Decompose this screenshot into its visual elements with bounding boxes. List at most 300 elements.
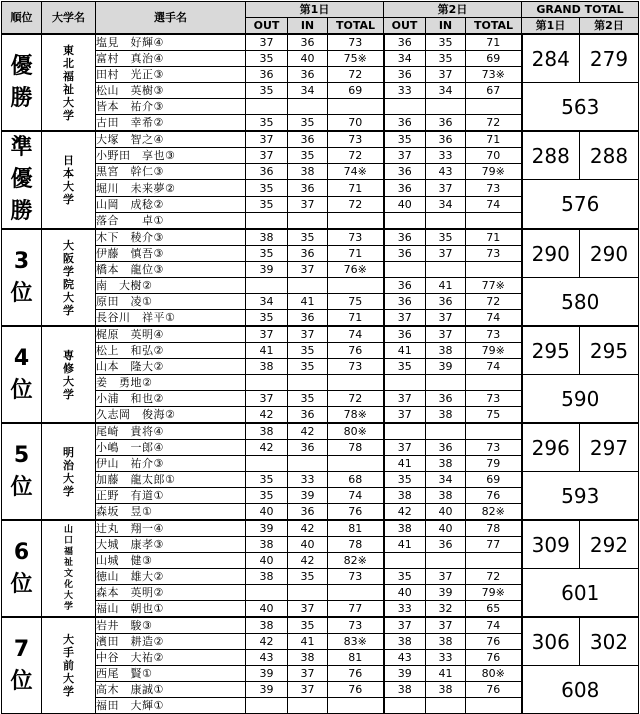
day2-out: 43 bbox=[384, 650, 426, 666]
day1-in: 37 bbox=[288, 197, 328, 213]
grand-total: 563 bbox=[522, 83, 639, 132]
player-name: 大塚 智之④ bbox=[96, 131, 246, 148]
day1-in: 37 bbox=[288, 601, 328, 618]
player-row bbox=[2, 375, 639, 391]
day2-in bbox=[426, 423, 466, 440]
day1-in: 38 bbox=[288, 650, 328, 666]
day1-out: 40 bbox=[246, 601, 288, 618]
grand-total: 593 bbox=[522, 472, 639, 521]
day1-out: 37 bbox=[246, 391, 288, 407]
day1-total: 73 bbox=[328, 617, 384, 634]
rank-char: 3 bbox=[13, 248, 30, 274]
university-char: 学 bbox=[63, 601, 73, 612]
header-day2-total: TOTAL bbox=[466, 18, 522, 35]
day2-out: 37 bbox=[384, 617, 426, 634]
grand-total-day2: 302 bbox=[580, 617, 639, 666]
day2-out bbox=[384, 213, 426, 230]
player-name: 加藤 龍太郎① bbox=[96, 472, 246, 488]
university-cell bbox=[42, 617, 96, 714]
day1-in: 42 bbox=[288, 553, 328, 569]
day2-out bbox=[384, 99, 426, 115]
day2-total: 73※ bbox=[466, 67, 522, 83]
day2-in: 35 bbox=[426, 34, 466, 51]
day1-out bbox=[246, 456, 288, 472]
university-char: 大 bbox=[63, 374, 74, 388]
university-cell bbox=[42, 423, 96, 520]
player-name: 西尾 賢① bbox=[96, 666, 246, 682]
day2-in: 41 bbox=[426, 278, 466, 294]
university-char: 本 bbox=[63, 167, 74, 180]
day1-out bbox=[246, 375, 288, 391]
day1-in: 42 bbox=[288, 520, 328, 537]
university-char: 治 bbox=[63, 458, 74, 472]
day2-out: 35 bbox=[384, 569, 426, 585]
rank-cell bbox=[2, 520, 42, 617]
day1-out: 37 bbox=[246, 131, 288, 148]
grand-total-day2: 292 bbox=[580, 520, 639, 569]
player-name: 濱田 耕造② bbox=[96, 634, 246, 650]
day1-total: 77 bbox=[328, 601, 384, 618]
day2-out: 37 bbox=[384, 391, 426, 407]
day2-out: 41 bbox=[384, 537, 426, 553]
day2-out: 38 bbox=[384, 682, 426, 698]
day1-out: 40 bbox=[246, 553, 288, 569]
university-char: 大 bbox=[63, 238, 74, 252]
day1-out: 38 bbox=[246, 423, 288, 440]
rank-cell bbox=[2, 617, 42, 714]
grand-total-day1: 295 bbox=[522, 326, 580, 375]
day2-total: 76 bbox=[466, 682, 522, 698]
header-gt-day1: 第1日 bbox=[522, 18, 580, 35]
player-name: 富村 真治④ bbox=[96, 51, 246, 67]
table-body bbox=[2, 34, 639, 714]
player-name: 田村 光正③ bbox=[96, 67, 246, 83]
day1-in: 35 bbox=[288, 569, 328, 585]
day2-in: 36 bbox=[426, 440, 466, 456]
day1-out: 38 bbox=[246, 617, 288, 634]
university-char: 福 bbox=[63, 546, 73, 557]
day1-total bbox=[328, 278, 384, 294]
university-char: 大 bbox=[63, 180, 74, 193]
day1-in: 36 bbox=[288, 34, 328, 51]
day2-out: 36 bbox=[384, 246, 426, 262]
day1-total: 74 bbox=[328, 326, 384, 343]
grand-total: 608 bbox=[522, 666, 639, 714]
day2-out bbox=[384, 375, 426, 391]
university-cell bbox=[42, 34, 96, 131]
day2-total bbox=[466, 375, 522, 391]
day1-in: 37 bbox=[288, 326, 328, 343]
player-name: 原田 凌① bbox=[96, 294, 246, 310]
day1-in: 41 bbox=[288, 294, 328, 310]
player-row bbox=[2, 666, 639, 682]
day1-in: 35 bbox=[288, 343, 328, 359]
header-day1-out: OUT bbox=[246, 18, 288, 35]
university-char: 学 bbox=[63, 193, 74, 206]
day1-out: 41 bbox=[246, 343, 288, 359]
day2-in: 36 bbox=[426, 294, 466, 310]
day1-total: 76 bbox=[328, 343, 384, 359]
day1-total: 76 bbox=[328, 682, 384, 698]
rank-char: 6 bbox=[13, 539, 30, 565]
day1-total bbox=[328, 99, 384, 115]
day2-out: 36 bbox=[384, 180, 426, 197]
day1-in: 42 bbox=[288, 423, 328, 440]
grand-total-day2: 290 bbox=[580, 229, 639, 278]
day1-in: 37 bbox=[288, 262, 328, 278]
day2-out: 33 bbox=[384, 601, 426, 618]
day2-out: 35 bbox=[384, 472, 426, 488]
day1-total: 83※ bbox=[328, 634, 384, 650]
day1-total bbox=[328, 213, 384, 230]
day1-total: 82※ bbox=[328, 553, 384, 569]
university-char: 学 bbox=[63, 484, 74, 498]
day1-total: 75 bbox=[328, 294, 384, 310]
day2-out bbox=[384, 262, 426, 278]
day2-total: 70 bbox=[466, 148, 522, 164]
day2-total: 69 bbox=[466, 51, 522, 67]
rank-char: 4 bbox=[13, 345, 30, 371]
player-name: 姜 勇地② bbox=[96, 375, 246, 391]
day1-out: 37 bbox=[246, 148, 288, 164]
day2-total: 72 bbox=[466, 115, 522, 132]
day2-in bbox=[426, 213, 466, 230]
day2-out bbox=[384, 553, 426, 569]
day2-in: 40 bbox=[426, 504, 466, 521]
player-name: 伊藤 慎吾③ bbox=[96, 246, 246, 262]
day2-total: 74 bbox=[466, 359, 522, 375]
day2-out: 38 bbox=[384, 488, 426, 504]
day2-out: 41 bbox=[384, 456, 426, 472]
player-name: 山城 健③ bbox=[96, 553, 246, 569]
day1-in: 39 bbox=[288, 488, 328, 504]
day2-out: 36 bbox=[384, 294, 426, 310]
day2-total: 79 bbox=[466, 456, 522, 472]
day2-total: 73 bbox=[466, 440, 522, 456]
university-char: 化 bbox=[63, 579, 73, 590]
header-player: 選手名 bbox=[96, 2, 246, 35]
day1-total: 73 bbox=[328, 229, 384, 246]
day2-out: 36 bbox=[384, 164, 426, 180]
day1-in: 35 bbox=[288, 229, 328, 246]
university-char: 学 bbox=[63, 303, 74, 317]
header-grand-total: GRAND TOTAL bbox=[522, 2, 639, 18]
grand-total: 580 bbox=[522, 278, 639, 327]
grand-total-day1: 284 bbox=[522, 34, 580, 83]
day1-in: 35 bbox=[288, 359, 328, 375]
university-char: 大 bbox=[63, 471, 74, 485]
grand-total-day1: 306 bbox=[522, 617, 580, 666]
day1-in bbox=[288, 456, 328, 472]
day1-out: 38 bbox=[246, 569, 288, 585]
rank-char: 位 bbox=[10, 377, 33, 403]
university-char: 修 bbox=[63, 361, 74, 375]
university-char: 東 bbox=[63, 43, 74, 57]
day1-total: 72 bbox=[328, 67, 384, 83]
university-char: 前 bbox=[63, 659, 74, 672]
university-char: 大 bbox=[63, 633, 74, 646]
player-row bbox=[2, 278, 639, 294]
player-name: 福山 朝也① bbox=[96, 601, 246, 618]
day1-total: 72 bbox=[328, 391, 384, 407]
player-name: 黒宮 幹仁③ bbox=[96, 164, 246, 180]
day2-in: 38 bbox=[426, 682, 466, 698]
day1-in: 38 bbox=[288, 164, 328, 180]
day1-total: 78 bbox=[328, 537, 384, 553]
day2-in: 33 bbox=[426, 650, 466, 666]
rank-char: 位 bbox=[10, 668, 33, 694]
university-char: 大 bbox=[63, 95, 74, 109]
day2-total: 67 bbox=[466, 83, 522, 99]
day2-in bbox=[426, 262, 466, 278]
day1-total: 71 bbox=[328, 310, 384, 327]
player-name: 小嶋 一郎④ bbox=[96, 440, 246, 456]
university-cell bbox=[42, 131, 96, 229]
day2-in: 36 bbox=[426, 391, 466, 407]
day1-total bbox=[328, 456, 384, 472]
university-char: 専 bbox=[63, 348, 74, 362]
day2-in: 36 bbox=[426, 131, 466, 148]
day1-out: 42 bbox=[246, 440, 288, 456]
day1-out: 35 bbox=[246, 83, 288, 99]
day2-total: 73 bbox=[466, 246, 522, 262]
day2-total: 76 bbox=[466, 488, 522, 504]
day2-in bbox=[426, 698, 466, 714]
grand-total-day2: 297 bbox=[580, 423, 639, 472]
day2-in: 37 bbox=[426, 246, 466, 262]
day2-total bbox=[466, 553, 522, 569]
day1-in: 36 bbox=[288, 310, 328, 327]
rank-cell bbox=[2, 131, 42, 229]
player-row bbox=[2, 83, 639, 99]
day2-total: 79※ bbox=[466, 343, 522, 359]
rank-cell bbox=[2, 423, 42, 520]
day1-total bbox=[328, 585, 384, 601]
university-char: 阪 bbox=[63, 251, 74, 265]
day1-in: 35 bbox=[288, 391, 328, 407]
player-name: 松山 英樹③ bbox=[96, 83, 246, 99]
day1-out: 35 bbox=[246, 310, 288, 327]
day1-total: 81 bbox=[328, 520, 384, 537]
day1-total: 76 bbox=[328, 504, 384, 521]
university-char: 文 bbox=[63, 568, 73, 579]
day1-in: 36 bbox=[288, 504, 328, 521]
day1-in: 40 bbox=[288, 51, 328, 67]
university-char: 手 bbox=[63, 646, 74, 659]
day2-out: 39 bbox=[384, 666, 426, 682]
day1-in: 36 bbox=[288, 67, 328, 83]
rank-char: 準 bbox=[10, 135, 33, 160]
grand-total-day1: 288 bbox=[522, 131, 580, 180]
university-char: 院 bbox=[63, 277, 74, 291]
day1-total: 73 bbox=[328, 131, 384, 148]
day2-in: 35 bbox=[426, 229, 466, 246]
day2-in: 32 bbox=[426, 601, 466, 618]
day2-out: 33 bbox=[384, 83, 426, 99]
day1-out: 36 bbox=[246, 164, 288, 180]
grand-total-day1: 296 bbox=[522, 423, 580, 472]
day1-in: 35 bbox=[288, 148, 328, 164]
grand-total-day1: 290 bbox=[522, 229, 580, 278]
day1-in: 37 bbox=[288, 682, 328, 698]
header-gt-day2: 第2日 bbox=[580, 18, 639, 35]
day2-in bbox=[426, 99, 466, 115]
day2-total: 76 bbox=[466, 634, 522, 650]
university-char: 山 bbox=[63, 524, 73, 535]
day2-total: 74 bbox=[466, 197, 522, 213]
day2-out: 36 bbox=[384, 115, 426, 132]
day2-in: 37 bbox=[426, 326, 466, 343]
day1-out bbox=[246, 99, 288, 115]
day1-in: 35 bbox=[288, 115, 328, 132]
player-name: 皆本 祐介③ bbox=[96, 99, 246, 115]
day1-total: 68 bbox=[328, 472, 384, 488]
day2-total: 73 bbox=[466, 180, 522, 197]
day2-in: 38 bbox=[426, 488, 466, 504]
player-name: 森坂 昱① bbox=[96, 504, 246, 521]
day1-in: 34 bbox=[288, 83, 328, 99]
day1-out: 35 bbox=[246, 115, 288, 132]
player-name: 木下 稜介③ bbox=[96, 229, 246, 246]
day1-total bbox=[328, 375, 384, 391]
day2-in: 37 bbox=[426, 617, 466, 634]
player-name: 長谷川 祥平① bbox=[96, 310, 246, 327]
day1-in: 36 bbox=[288, 180, 328, 197]
day1-total: 71 bbox=[328, 180, 384, 197]
day1-out: 37 bbox=[246, 34, 288, 51]
day2-in: 37 bbox=[426, 569, 466, 585]
day2-in: 36 bbox=[426, 537, 466, 553]
day1-in bbox=[288, 278, 328, 294]
day1-total: 78※ bbox=[328, 407, 384, 424]
day1-out: 39 bbox=[246, 666, 288, 682]
day2-out: 38 bbox=[384, 634, 426, 650]
day1-in: 35 bbox=[288, 617, 328, 634]
day2-out: 42 bbox=[384, 504, 426, 521]
player-name: 古田 幸希② bbox=[96, 115, 246, 132]
header-day2: 第2日 bbox=[384, 2, 522, 18]
player-row bbox=[2, 326, 639, 343]
player-name: 山岡 成稔② bbox=[96, 197, 246, 213]
day2-total: 72 bbox=[466, 569, 522, 585]
day2-in: 33 bbox=[426, 148, 466, 164]
day2-total: 74 bbox=[466, 617, 522, 634]
university-char: 学 bbox=[63, 685, 74, 698]
day1-total: 73 bbox=[328, 34, 384, 51]
rank-char: 勝 bbox=[10, 85, 33, 111]
day2-in: 37 bbox=[426, 310, 466, 327]
university-char: 学 bbox=[63, 108, 74, 122]
player-name: 尾崎 貴将④ bbox=[96, 423, 246, 440]
player-name: 大城 康孝③ bbox=[96, 537, 246, 553]
day2-total: 72 bbox=[466, 294, 522, 310]
player-row bbox=[2, 472, 639, 488]
day2-total: 69 bbox=[466, 472, 522, 488]
day2-out: 37 bbox=[384, 407, 426, 424]
day1-out: 35 bbox=[246, 51, 288, 67]
day1-in: 36 bbox=[288, 440, 328, 456]
results-table bbox=[1, 1, 639, 714]
day2-total: 76 bbox=[466, 650, 522, 666]
day1-out bbox=[246, 278, 288, 294]
header-rank: 順位 bbox=[2, 2, 42, 35]
rank-char: 優 bbox=[10, 53, 33, 79]
player-name: 塩見 好輝④ bbox=[96, 34, 246, 51]
day2-out: 37 bbox=[384, 440, 426, 456]
day1-out: 35 bbox=[246, 246, 288, 262]
day2-out: 34 bbox=[384, 51, 426, 67]
player-row bbox=[2, 131, 639, 148]
day1-out: 39 bbox=[246, 262, 288, 278]
day1-in bbox=[288, 698, 328, 714]
day2-total: 75 bbox=[466, 407, 522, 424]
day2-out: 35 bbox=[384, 131, 426, 148]
day2-in: 38 bbox=[426, 343, 466, 359]
day2-in: 40 bbox=[426, 520, 466, 537]
day2-out: 36 bbox=[384, 34, 426, 51]
day2-in: 36 bbox=[426, 115, 466, 132]
rank-char: 位 bbox=[10, 474, 33, 500]
grand-total: 601 bbox=[522, 569, 639, 618]
day2-out: 40 bbox=[384, 197, 426, 213]
day1-out: 39 bbox=[246, 682, 288, 698]
player-name: 正野 有道① bbox=[96, 488, 246, 504]
day2-total bbox=[466, 213, 522, 230]
player-name: 岩井 駿③ bbox=[96, 617, 246, 634]
header-day1-in: IN bbox=[288, 18, 328, 35]
university-char: 明 bbox=[63, 445, 74, 459]
day1-out: 36 bbox=[246, 67, 288, 83]
player-name: 伊山 祐介③ bbox=[96, 456, 246, 472]
university-char: 日 bbox=[63, 154, 74, 167]
university-cell bbox=[42, 326, 96, 423]
header-day1: 第1日 bbox=[246, 2, 384, 18]
day1-total: 74※ bbox=[328, 164, 384, 180]
rank-char: 位 bbox=[10, 280, 33, 306]
grand-total-day2: 279 bbox=[580, 34, 639, 83]
day2-total: 74 bbox=[466, 310, 522, 327]
rank-char: 優 bbox=[10, 167, 33, 192]
rank-cell bbox=[2, 326, 42, 423]
day2-in: 34 bbox=[426, 83, 466, 99]
player-name: 山本 隆大② bbox=[96, 359, 246, 375]
header-day1-total: TOTAL bbox=[328, 18, 384, 35]
day1-total: 74 bbox=[328, 488, 384, 504]
day1-total: 69 bbox=[328, 83, 384, 99]
day1-total: 72 bbox=[328, 197, 384, 213]
header-university: 大学名 bbox=[42, 2, 96, 35]
day2-out: 36 bbox=[384, 229, 426, 246]
player-name: 橋本 龍位③ bbox=[96, 262, 246, 278]
university-char: 学 bbox=[63, 264, 74, 278]
day1-in bbox=[288, 375, 328, 391]
day2-total: 77 bbox=[466, 537, 522, 553]
day2-in: 41 bbox=[426, 666, 466, 682]
day1-total: 76 bbox=[328, 666, 384, 682]
day2-in: 37 bbox=[426, 67, 466, 83]
day1-out: 40 bbox=[246, 504, 288, 521]
day2-in: 35 bbox=[426, 51, 466, 67]
rank-char: 7 bbox=[13, 636, 30, 662]
university-char: 大 bbox=[63, 590, 73, 601]
day2-total: 71 bbox=[466, 229, 522, 246]
day1-in bbox=[288, 585, 328, 601]
day2-out: 38 bbox=[384, 520, 426, 537]
player-row bbox=[2, 569, 639, 585]
day2-total: 71 bbox=[466, 34, 522, 51]
day2-total: 65 bbox=[466, 601, 522, 618]
day1-out: 43 bbox=[246, 650, 288, 666]
